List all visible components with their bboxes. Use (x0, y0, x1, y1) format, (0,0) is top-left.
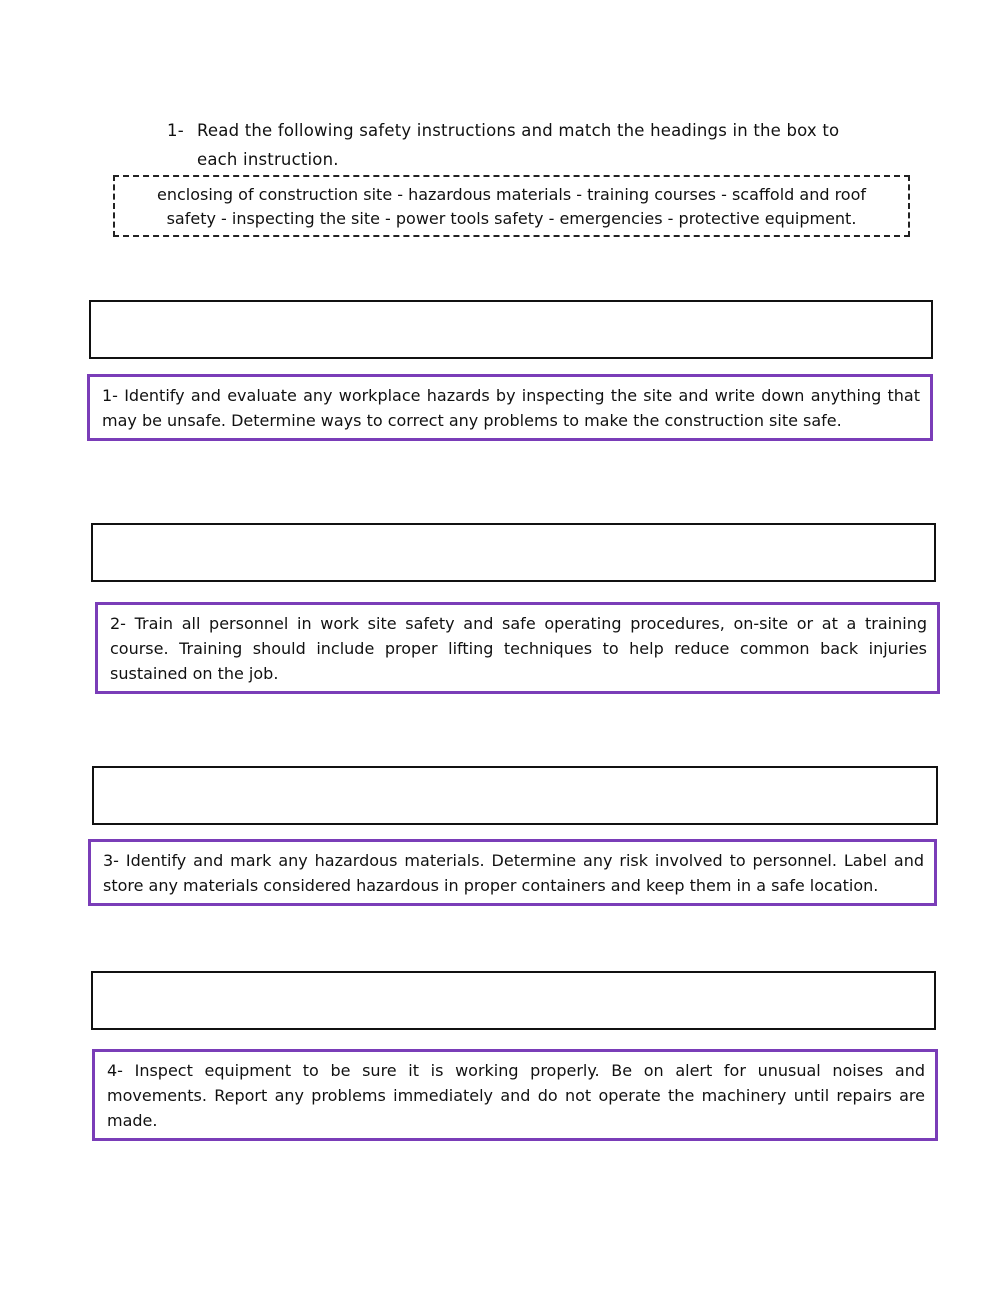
answer-box-1[interactable] (89, 300, 933, 359)
instruction-text: Read the following safety instructions and match the headings in the box to (197, 121, 840, 140)
instruction-line-1 (167, 116, 867, 145)
instruction-text-box-1: 1- Identify and evaluate any workplace hazards by inspecting the site and write down anything that may be unsafe. Determine ways to correct any problems to make the construction site safe. (87, 374, 933, 441)
headings-line-2: safety - inspecting the site - power tools safety - emergencies - protective equipment. (166, 209, 857, 228)
exercise-instruction (167, 116, 867, 174)
instruction-line-2: each instruction. (197, 150, 339, 169)
instruction-text-box-3: 3- Identify and mark any hazardous materials. Determine any risk involved to personnel. Label and store any materials considered hazardous in proper containers and keep them in a safe location. (88, 839, 937, 906)
answer-box-3[interactable] (92, 766, 938, 825)
headings-line-1: enclosing of construction site - hazardous materials - training courses - scaffold and roof (156, 185, 867, 204)
instruction-text-box-4: 4- Inspect equipment to be sure it is working properly. Be on alert for unusual noises and movements. Report any problems immediately and do not operate the machinery until repairs are made. (92, 1049, 938, 1141)
answer-box-4[interactable] (91, 971, 936, 1030)
exercise-number: 1- (167, 121, 184, 140)
answer-box-2[interactable] (91, 523, 936, 582)
headings-box (113, 175, 910, 237)
instruction-text-box-2: 2- Train all personnel in work site safety and safe operating procedures, on-site or at a training course. Training should include proper lifting techniques to help reduce common back injuries sustained on the job. (95, 602, 940, 694)
